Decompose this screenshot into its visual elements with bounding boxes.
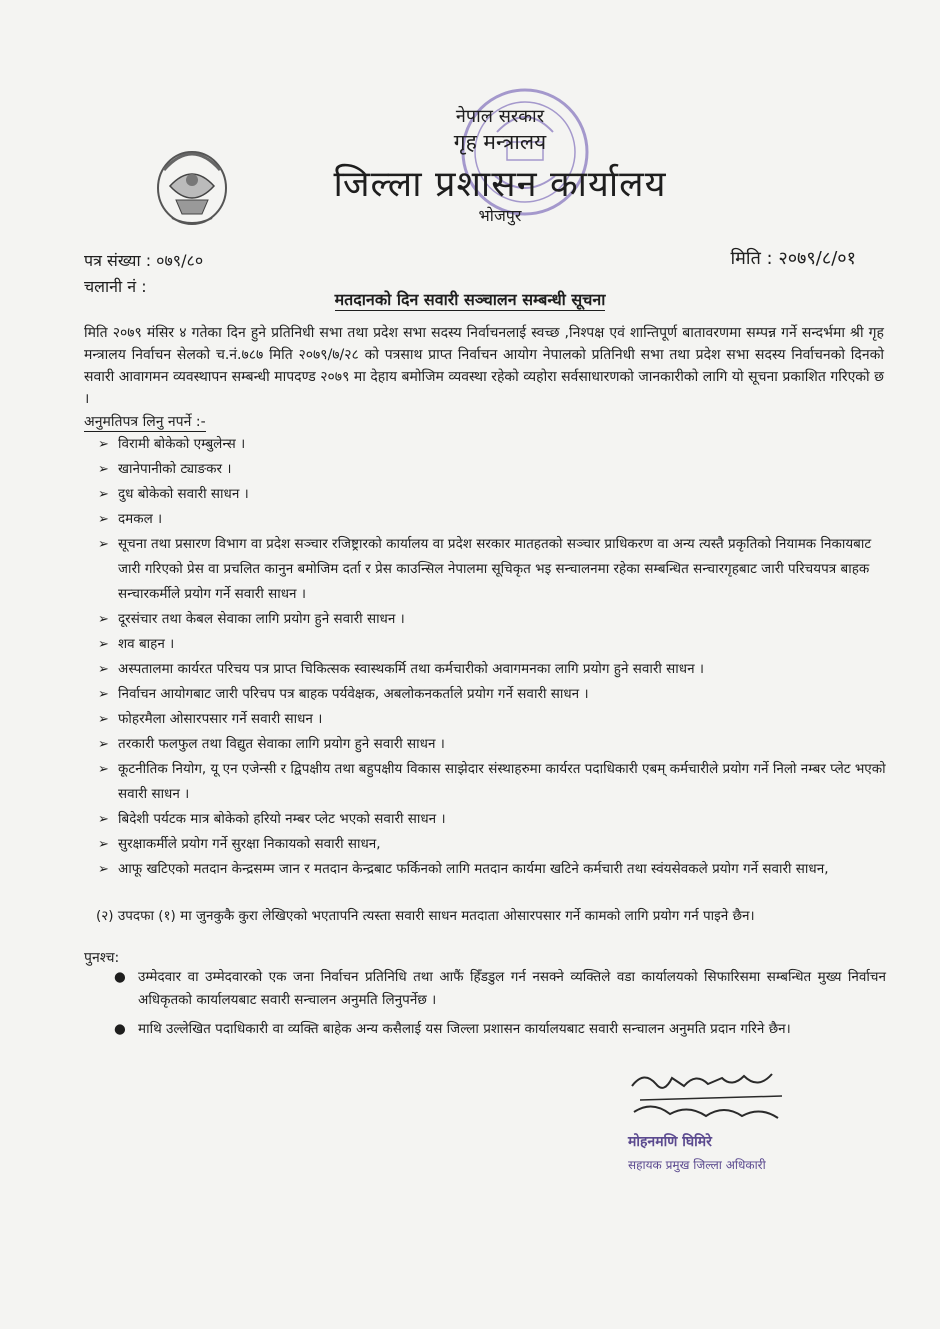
list-item: ➢ आफू खटिएको मतदान केन्द्रसम्म जान र मतदान केन्द्रबाट फर्किनको लागि मतदान कार्यमा खटिने कर्मचारी तथा स्वंयसेवकले प्रयोग गर्ने सवारी साधन, xyxy=(98,857,888,882)
arrow-bullet-icon: ➢ xyxy=(98,487,109,502)
government-name: नेपाल सरकार xyxy=(455,106,545,127)
arrow-bullet-icon: ➢ xyxy=(98,537,109,552)
arrow-bullet-icon: ➢ xyxy=(98,437,109,452)
postscript-list xyxy=(114,966,886,1047)
subsection-2: (२) उपदफा (१) मा जुनकुकै कुरा लेखिएको भएतापनि त्यस्ता सवारी साधन मतदाता ओसारपसार गर्ने कामको लागि प्रयोग गर्न पाइने छैन। xyxy=(96,908,755,924)
intro-paragraph: मिति २०७९ मंसिर ४ गतेका दिन हुने प्रतिनिधी सभा तथा प्रदेश सभा सदस्य निर्वाचनलाई स्वच्छ ,निश्पक्ष एवं शान्तिपूर्ण बातावरणमा सम्पन्न गर्ने सन्दर्भमा श्री गृह मन्त्रालय निर्वाचन सेलको च.नं.७८७ मिति २०७९/७/२८ को पत्रसाथ प्राप्त निर्वाचन आयोग नेपालको प्रतिनिधी सभा तथा प्रदेश सभा सदस्य निर्वाचनको दिनको सवारी आवागमन व्यवस्थापन सम्बन्धी मापदण्ड २०७९ मा देहाय बमोजिम व्यवस्था रहेको व्यहोरा सर्वसाधारणको जानकारीको लागि यो सूचना प्रकाशित गरिएको छ । xyxy=(84,325,884,407)
list-item: ➢ फोहरमैला ओसारपसार गर्ने सवारी साधन । xyxy=(98,707,888,732)
letter-number: पत्र संख्या : ०७९/८० xyxy=(84,251,204,270)
list-item: ➢ सुरक्षाकर्मीले प्रयोग गर्ने सुरक्षा निकायको सवारी साधन, xyxy=(98,832,888,857)
list-item: ➢ निर्वाचन आयोगबाट जारी परिचप पत्र बाहक पर्यवेक्षक, अबलोकनकर्ताले प्रयोग गर्ने सवारी साधन । xyxy=(98,682,888,707)
arrow-bullet-icon: ➢ xyxy=(98,612,109,627)
arrow-bullet-icon: ➢ xyxy=(98,837,109,852)
arrow-bullet-icon: ➢ xyxy=(98,862,109,877)
dispatch-number: चलानी नं : xyxy=(84,277,147,296)
office-name: जिल्ला प्रशासन कार्यालय xyxy=(333,164,667,205)
ministry-name: गृह मन्त्रालय xyxy=(453,130,547,154)
permit-not-required-heading: अनुमतिपत्र लिनु नपर्ने :- xyxy=(84,414,206,430)
list-item: ➢ सूचना तथा प्रसारण विभाग वा प्रदेश सञ्चार रजिष्ट्रारको कार्यालय वा प्रदेश सरकार मातहतको सञ्चार प्राधिकरण वा अन्य त्यस्तै प्रकृतिको नियामक निकायबाट जारी गरिएको प्रेस वा प्रचलित कानुन बमोजिम दर्ता र प्रेस काउन्सिल नेपालमा सूचिकृत भइ सन्चालनमा रहेका सम्बन्धित सन्चारगृहबाट जारी परिचयपत्र बाहक सन्चारकर्मीले प्रयोग गर्ने सवारी साधन । xyxy=(98,532,888,607)
arrow-bullet-icon: ➢ xyxy=(98,687,109,702)
arrow-bullet-icon: ➢ xyxy=(98,512,109,527)
arrow-bullet-icon: ➢ xyxy=(98,637,109,652)
exempt-vehicle-list xyxy=(98,432,888,882)
postscript-label: पुनश्च: xyxy=(84,950,120,966)
bullet-dot-icon: ● xyxy=(114,1021,126,1037)
arrow-bullet-icon: ➢ xyxy=(98,662,109,677)
list-item: ➢ दुध बोकेको सवारी साधन । xyxy=(98,482,888,507)
list-item: ➢ कूटनीतिक नियोग, यू एन एजेन्सी र द्विपक्षीय तथा बहुपक्षीय विकास साझेदार संस्थाहरुमा कार्यरत पदाधिकारी एबम् कर्मचारीले प्रयोग गर्ने निलो नम्बर प्लेट भएको सवारी साधन । xyxy=(98,757,888,807)
arrow-bullet-icon: ➢ xyxy=(98,712,109,727)
list-item: ➢ दमकल । xyxy=(98,507,888,532)
signatory-name: मोहनमणि घिमिरे xyxy=(628,1134,712,1150)
list-item: ➢ खानेपानीको ट्याङकर । xyxy=(98,457,888,482)
list-item: ➢ दूरसंचार तथा केबल सेवाका लागि प्रयोग हुने सवारी साधन । xyxy=(98,607,888,632)
notice-date: मिति : २०७९/८/०१ xyxy=(730,248,856,269)
bullet-dot-icon: ● xyxy=(114,969,126,985)
nepal-emblem-icon xyxy=(152,140,232,230)
list-item: ➢ तरकारी फलफुल तथा विद्युत सेवाका लागि प्रयोग हुने सवारी साधन । xyxy=(98,732,888,757)
list-item: ➢ अस्पतालमा कार्यरत परिचय पत्र प्राप्त चिकित्सक स्वास्थकर्मि तथा कर्मचारीको अवागमनका लागि प्रयोग हुने सवारी साधन । xyxy=(98,657,888,682)
list-item: ➢ बिदेशी पर्यटक मात्र बोकेको हरियो नम्बर प्लेट भएको सवारी साधन । xyxy=(98,807,888,832)
list-item: ● उम्मेदवार वा उम्मेदवारको एक जना निर्वाचन प्रतिनिधि तथा आफैं हिँडडुल गर्न नसक्ने व्यक्तिले वडा कार्यालयको सिफारिसमा सम्बन्धित मुख्य निर्वाचन अधिकृतको कार्यालयबाट सवारी सन्चालन अनुमति लिनुपर्नेछ । xyxy=(114,966,886,1012)
list-item: ➢ विरामी बोकेको एम्बुलेन्स । xyxy=(98,432,888,457)
list-item: ● माथि उल्लेखित पदाधिकारी वा व्यक्ति बाहेक अन्य कसैलाई यस जिल्ला प्रशासन कार्यालयबाट सवारी सन्चालन अनुमति प्रदान गरिने छैन। xyxy=(114,1018,886,1041)
arrow-bullet-icon: ➢ xyxy=(98,812,109,827)
list-item: ➢ शव बाहन । xyxy=(98,632,888,657)
subject-text: मतदानको दिन सवारी सञ्चालन सम्बन्धी सूचना xyxy=(334,290,606,309)
arrow-bullet-icon: ➢ xyxy=(98,762,109,777)
arrow-bullet-icon: ➢ xyxy=(98,462,109,477)
district-name: भोजपुर xyxy=(478,206,522,225)
arrow-bullet-icon: ➢ xyxy=(98,737,109,752)
signatory-title: सहायक प्रमुख जिल्ला अधिकारी xyxy=(628,1158,766,1172)
subject-line xyxy=(0,288,940,310)
